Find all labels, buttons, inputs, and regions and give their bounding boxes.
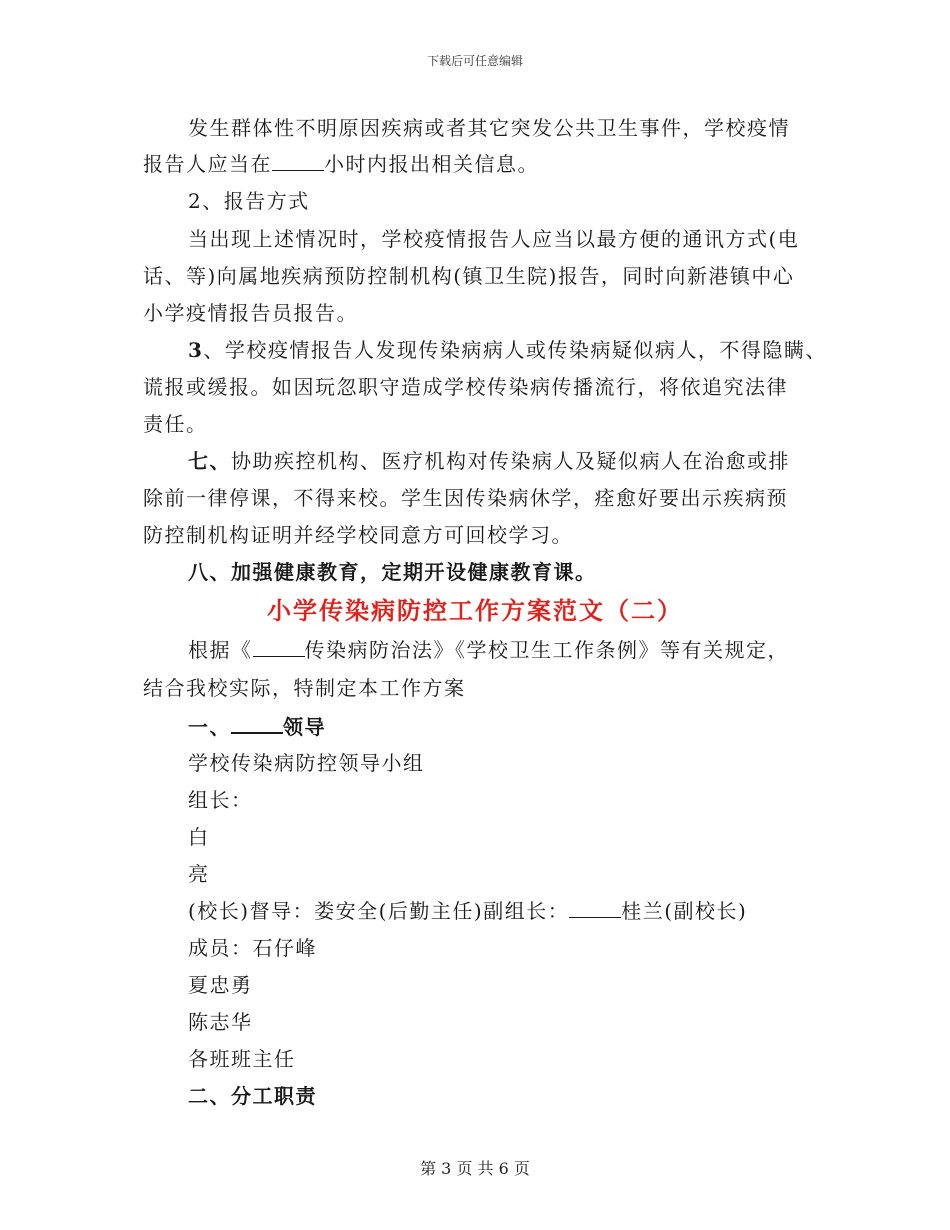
item2-line3: 小学疫情报告员报告。 [143,301,358,325]
item2-line2: 话、等)向属地疾病预防控制机构(镇卫生院)报告，同时向新港镇中心 [143,264,795,288]
page-footer: 第 3 页 共 6 页 [420,1159,530,1178]
intro-line2: 结合我校实际，特制定本工作方案 [143,676,466,700]
page-header: 下载后可任意编辑 [426,54,523,68]
item3-line3: 责任。 [143,412,208,436]
section-title: 小学传染病防控工作方案范文（二） [267,596,683,625]
members-line: 成员：石仔峰 [188,936,317,960]
leader-roles: (校长)督导：娄安全(后勤主任)副组长： 桂兰(副校长) [188,899,748,923]
item7-line3: 防控制机构证明并经学校同意方可回校学习。 [143,523,573,547]
member-4: 各班班主任 [188,1047,296,1071]
leader-name1: 白 [188,825,210,849]
fill-blank [272,152,324,171]
leader-name2: 亮 [188,862,210,886]
item7-line2: 除前一律停课，不得来校。学生因传染病休学，痊愈好要出示疾病预 [143,486,788,510]
member-2: 夏忠勇 [188,973,253,997]
sec1-heading: 一、 领导 [188,715,326,739]
fill-blank [253,638,305,657]
item8-heading: 八、加强健康教育，定期开设健康教育课。 [188,560,597,584]
leader-group: 学校传染病防控领导小组 [188,751,425,775]
para1-line2: 报告人应当在 小时内报出相关信息。 [143,152,539,176]
intro-line1: 根据《 传染病防治法》《学校卫生工作条例》等有关规定， [188,638,789,662]
item2-heading: 2、报告方式 [188,189,310,213]
item2-line1: 当出现上述情况时，学校疫情报告人应当以最方便的通讯方式(电 [188,227,800,251]
member-3: 陈志华 [188,1010,253,1034]
item7-label: 七、 [188,449,231,473]
item3-line1: 3、学校疫情报告人发现传染病病人或传染病疑似病人，不得隐瞒、 [188,338,827,362]
para1-line1: 发生群体性不明原因疾病或者其它突发公共卫生事件，学校疫情 [188,116,790,140]
item3-line2: 谎报或缓报。如因玩忽职守造成学校传染病传播流行，将依追究法律 [143,375,788,399]
leader-label: 组长： [188,788,253,812]
item7-line1: 七、协助疾控机构、医疗机构对传染病人及疑似病人在治愈或排 [188,449,790,473]
fill-blank [231,714,283,734]
item3-number: 3 [188,338,204,362]
fill-blank [569,899,621,918]
sec2-heading: 二、分工职责 [188,1084,317,1108]
